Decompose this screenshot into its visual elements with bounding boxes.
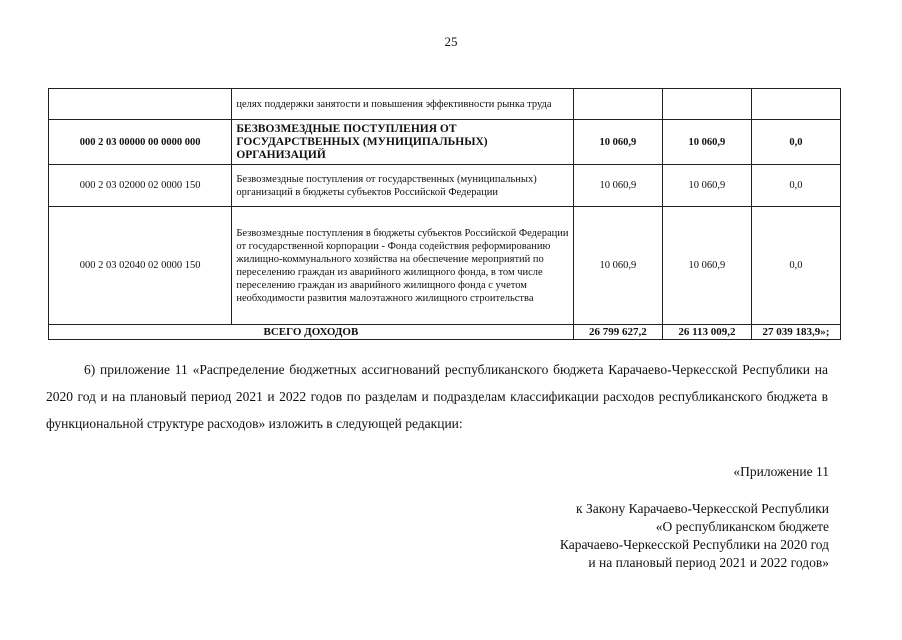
table-row (49, 165, 841, 207)
value-2022-cell: 0,0 (751, 165, 840, 207)
total-2022-cell: 27 039 183,9»; (751, 325, 840, 340)
budget-code-cell: 000 2 03 00000 00 0000 000 (49, 120, 232, 165)
value-2021-cell: 10 060,9 (662, 207, 751, 325)
law-line: «О республиканском бюджете (655, 519, 829, 534)
value-2022-cell (751, 89, 840, 120)
value-2021-cell (662, 89, 751, 120)
law-line: и на плановый период 2021 и 2022 годов» (588, 555, 829, 570)
value-2022-cell: 0,0 (751, 120, 840, 165)
value-2021-cell: 10 060,9 (662, 120, 751, 165)
total-2020-cell: 26 799 627,2 (573, 325, 662, 340)
amendment-paragraph: 6) приложение 11 «Распределение бюджетных ассигнований республиканского бюджета Карачаево-Черкесской Республики на 2020 год и на плановый период 2021 и 2022 годов по разделам и подразделам классификации расходов республиканского бюджета в функциональной структуре расходов» изложить в следующей редакции: (46, 362, 828, 431)
budget-code-cell: 000 2 03 02040 02 0000 150 (49, 207, 232, 325)
value-2021-cell: 10 060,9 (662, 165, 751, 207)
revenue-name-cell: целях поддержки занятости и повышения эффективности рынка труда (232, 89, 574, 120)
budget-code-cell: 000 2 03 02000 02 0000 150 (49, 165, 232, 207)
table-row (49, 89, 841, 120)
revenue-name-cell: Безвозмездные поступления от государственных (муниципальных) организаций в бюджеты субъектов Российской Федерации (232, 165, 574, 207)
revenue-table (48, 88, 841, 340)
table-row (49, 120, 841, 165)
value-2020-cell: 10 060,9 (573, 207, 662, 325)
total-row (49, 325, 841, 340)
budget-code-cell (49, 89, 232, 120)
total-label-cell: ВСЕГО ДОХОДОВ (49, 325, 574, 340)
appendix-title: «Приложение 11 (733, 464, 829, 479)
revenue-name-cell: Безвозмездные поступления в бюджеты субъектов Российской Федерации от государственной корпорации - Фонда содействия реформированию жилищно-коммунального хозяйства на обеспечение мероприятий по переселению граждан из аварийного жилищного фонда, в том числе переселению граждан из аварийного жилищного фонда с учетом необходимости развития малоэтажного жилищного строительства (232, 207, 574, 325)
revenue-name-cell: БЕЗВОЗМЕЗДНЫЕ ПОСТУПЛЕНИЯ ОТ ГОСУДАРСТВЕННЫХ (МУНИЦИПАЛЬНЫХ) ОРГАНИЗАЦИЙ (232, 120, 574, 165)
page-number: 25 (444, 34, 458, 49)
total-2021-cell: 26 113 009,2 (662, 325, 751, 340)
law-line: Карачаево-Черкесской Республики на 2020 год (559, 537, 829, 552)
law-reference-block (560, 500, 829, 572)
value-2020-cell (573, 89, 662, 120)
value-2022-cell: 0,0 (751, 207, 840, 325)
value-2020-cell: 10 060,9 (573, 120, 662, 165)
table-row (49, 207, 841, 325)
value-2020-cell: 10 060,9 (573, 165, 662, 207)
law-line: к Закону Карачаево-Черкесской Республики (576, 501, 829, 516)
